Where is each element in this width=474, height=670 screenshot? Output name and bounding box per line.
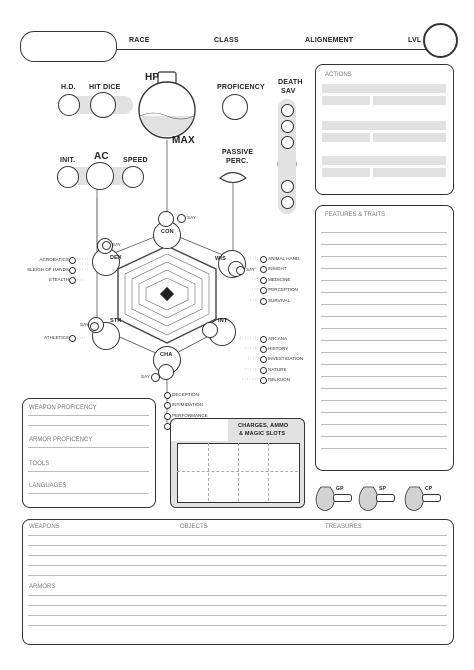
proficiencies-panel[interactable] [22, 398, 156, 508]
str-save-circle[interactable] [90, 322, 99, 331]
skill-nature: NATURE [268, 367, 287, 372]
skill-performance-check[interactable] [164, 413, 171, 420]
action-row [373, 168, 446, 177]
skill-investigation-check[interactable] [260, 356, 267, 363]
skill-performance: PERFORMANCE [172, 413, 208, 418]
gp-label: GP [336, 486, 344, 492]
death-save-label-2: SAV [281, 88, 296, 95]
skill-sleight-check[interactable] [69, 267, 76, 274]
charges-title-1: CHARGES, AMMO [238, 423, 289, 429]
features-title: FEATURES & TRAITS [325, 212, 386, 218]
skill-athletics-check[interactable] [69, 335, 76, 342]
death-save-success-1[interactable] [281, 104, 294, 117]
max-hp-label: MAX [172, 135, 195, 146]
initiative-field[interactable] [57, 166, 79, 188]
equipment-panel[interactable] [22, 519, 454, 645]
action-row [373, 96, 446, 105]
race-label: RACE [129, 37, 150, 44]
speed-field[interactable] [122, 166, 144, 188]
armor-proficiency-label: ARMOR PROFICENCY [29, 437, 93, 443]
cha-save-label: SAY [141, 374, 150, 379]
skill-history: HISTORY [268, 346, 289, 351]
languages-label: LANGUAGES [29, 483, 67, 489]
skill-acrobatics: ACROBATICS [39, 257, 69, 262]
con-save-label: SAY [187, 215, 196, 220]
int-modifier-circle[interactable] [202, 322, 218, 338]
skill-investigation: INVESTIGATION [268, 356, 304, 361]
gp-field[interactable] [333, 494, 352, 502]
hit-dice-label: HIT DICE [89, 84, 121, 91]
dex-save-label: SAY [112, 242, 121, 247]
treasures-label: TREASURES [325, 524, 362, 530]
class-label: CLASS [214, 37, 239, 44]
cha-save-circle[interactable] [151, 373, 160, 382]
skill-intimidation-check[interactable] [164, 402, 171, 409]
hd-field[interactable] [58, 94, 80, 116]
skill-perception-check[interactable] [260, 287, 267, 294]
skill-athletics: ATHLETICS [44, 335, 69, 340]
center-gem-icon [160, 287, 174, 301]
death-save-fail-1[interactable] [281, 180, 294, 193]
actions-title: ACTIONS [325, 72, 352, 78]
proficiency-field[interactable] [222, 94, 248, 120]
wis-save-circle[interactable] [236, 266, 245, 275]
str-label: STR [110, 318, 122, 324]
action-row [322, 84, 446, 93]
alignment-label: ALIGNEMENT [305, 37, 354, 44]
con-label: CON [161, 229, 174, 235]
init-label: INIT. [60, 157, 76, 164]
dex-label: DEX [110, 255, 122, 261]
dex-save-circle[interactable] [102, 241, 111, 250]
hp-label: HP [145, 72, 160, 83]
skill-insight-check[interactable] [260, 266, 267, 273]
sp-label: SP [379, 486, 387, 492]
weapons-label: WEAPONS [29, 524, 60, 530]
death-save-fail-2[interactable] [281, 196, 294, 209]
con-save-circle[interactable] [177, 214, 186, 223]
charges-title-2: & MAGIC SLOTS [239, 431, 286, 437]
skill-arcana-check[interactable] [260, 336, 267, 343]
skill-arcana: ARCANA [268, 336, 288, 341]
features-panel[interactable] [315, 205, 454, 471]
skill-sleight-of-hand: SLEIGH OF HANDS [27, 267, 69, 272]
action-row [373, 133, 446, 142]
speed-label: SPEED [123, 157, 148, 164]
ac-label: AC [94, 151, 109, 162]
cp-field[interactable] [422, 494, 441, 502]
skill-animal-handling: ANIMAL HAND. [268, 256, 301, 261]
int-label: INT [218, 318, 228, 324]
action-row [322, 133, 370, 142]
skill-stealth: STEALTH [48, 277, 69, 282]
action-row [322, 168, 370, 177]
hd-label: H.D. [61, 84, 76, 91]
cha-label: CHA [160, 352, 173, 358]
skill-medicine: MEDICINE [268, 277, 291, 282]
skill-stealth-check[interactable] [69, 277, 76, 284]
tools-label: TOOLS [29, 461, 50, 467]
cha-modifier-circle[interactable] [158, 364, 174, 380]
action-row [322, 121, 446, 130]
skill-survival: SURVIVAL [268, 298, 291, 303]
proficiency-label: PROFICENCY [217, 84, 265, 91]
skill-acrobatics-check[interactable] [69, 257, 76, 264]
level-label: LVL [408, 37, 422, 44]
death-save-success-3[interactable] [281, 136, 294, 149]
skill-nature-check[interactable] [260, 367, 267, 374]
action-row [322, 156, 446, 165]
con-modifier-circle[interactable] [158, 211, 174, 227]
str-save-label: SAY [80, 322, 89, 327]
skill-religion-check[interactable] [260, 377, 267, 384]
skill-history-check[interactable] [260, 346, 267, 353]
action-row [322, 96, 370, 105]
skill-religion: RELIGION [268, 377, 290, 382]
wis-save-label: SAY [246, 267, 255, 272]
skill-intimidation: INTIMIDATION [172, 402, 203, 407]
wis-label: WIS [215, 256, 226, 262]
armors-label: ARMORS [29, 584, 56, 590]
armor-class-field[interactable] [86, 162, 114, 190]
skill-survival-check[interactable] [260, 298, 267, 305]
skill-medicine-check[interactable] [260, 277, 267, 284]
charges-panel[interactable] [170, 418, 305, 508]
skill-animal-check[interactable] [260, 256, 267, 263]
hit-dice-field[interactable] [90, 92, 116, 118]
passive-perception-label-2: PERC. [226, 158, 249, 165]
passive-perception-eye-icon [220, 173, 246, 183]
death-save-label-1: DEATH [278, 79, 303, 86]
objects-label: OBJECTS [180, 524, 208, 530]
skill-insight: INSIGHT [268, 266, 287, 271]
passive-perception-label-1: PASSIVE [222, 149, 254, 156]
sp-field[interactable] [376, 494, 395, 502]
death-save-success-2[interactable] [281, 120, 294, 133]
skill-perception: PERCEPTION [268, 287, 298, 292]
skill-deception-check[interactable] [164, 392, 171, 399]
cp-label: CP [425, 486, 433, 492]
actions-panel[interactable] [315, 64, 454, 195]
weapon-proficiency-label: WEAPON PROFICENCY [29, 405, 97, 411]
skill-deception: DECEPTION [172, 392, 199, 397]
